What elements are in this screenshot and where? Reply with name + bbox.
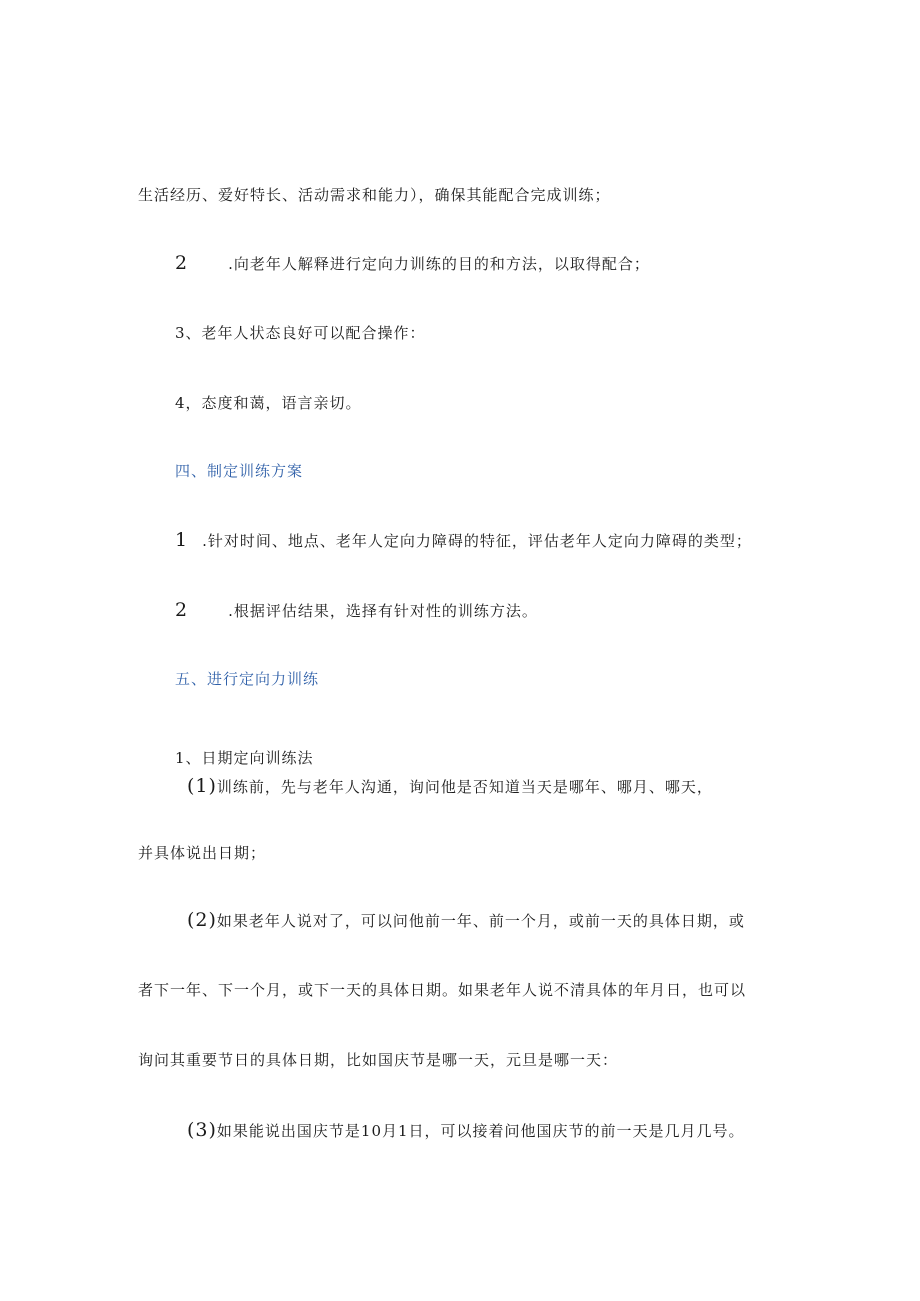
list-item-line: [175, 323, 426, 343]
line-text: .针对时间、地点、老年人定向力障碍的特征，评估老年人定向力障碍的类型；: [202, 532, 752, 550]
list-number: (2): [187, 909, 217, 931]
list-item-line: [187, 910, 745, 931]
section-heading: [175, 461, 303, 481]
line-text: 训练前，先与老年人沟通，询问他是否知道当天是哪年、哪月、哪天，: [216, 778, 713, 796]
line-text: 询问其重要节日的具体日期，比如国庆节是哪一天，元旦是哪一天：: [138, 1051, 619, 1069]
paragraph-line: [138, 1050, 618, 1070]
list-item-line: [175, 393, 362, 413]
heading-text: 五、进行定向力训练: [175, 670, 320, 688]
subsection-title: [175, 748, 314, 768]
list-item-line: [187, 1120, 745, 1141]
line-text: 并具体说出日期；: [138, 844, 267, 862]
heading-text: 四、制定训练方案: [175, 462, 304, 480]
list-item-line: [175, 600, 538, 621]
list-item-line: [187, 776, 713, 797]
list-number: 2: [175, 252, 189, 274]
list-number: (3): [187, 1119, 217, 1141]
list-item-line: [175, 530, 752, 551]
list-item-line: [175, 253, 650, 274]
section-heading: [175, 669, 319, 689]
line-text: 如果能说出国庆节是10月1日，可以接着问他国庆节的前一天是几月几号。: [216, 1122, 745, 1140]
list-number: 1: [175, 529, 189, 551]
paragraph-line: [138, 980, 746, 1000]
list-number: (1): [187, 775, 217, 797]
line-text: 1、日期定向训练法: [175, 749, 314, 767]
line-text: .向老年人解释进行定向力训练的目的和方法，以取得配合；: [228, 255, 650, 273]
line-text: 4，态度和蔼，语言亲切。: [175, 394, 362, 412]
list-number: 2: [175, 599, 189, 621]
paragraph-line: [138, 843, 266, 863]
line-text: 如果老年人说对了，可以问他前一年、前一个月，或前一天的具体日期，或: [216, 912, 745, 930]
line-text: 生活经历、爱好特长、活动需求和能力），确保其能配合完成训练；: [138, 186, 611, 204]
line-text: 者下一年、下一个月，或下一天的具体日期。如果老年人说不清具体的年月日，也可以: [138, 981, 747, 999]
line-text: .根据评估结果，选择有针对性的训练方法。: [228, 602, 538, 620]
line-text: 3、老年人状态良好可以配合操作：: [175, 324, 426, 342]
paragraph-line: [138, 185, 611, 205]
